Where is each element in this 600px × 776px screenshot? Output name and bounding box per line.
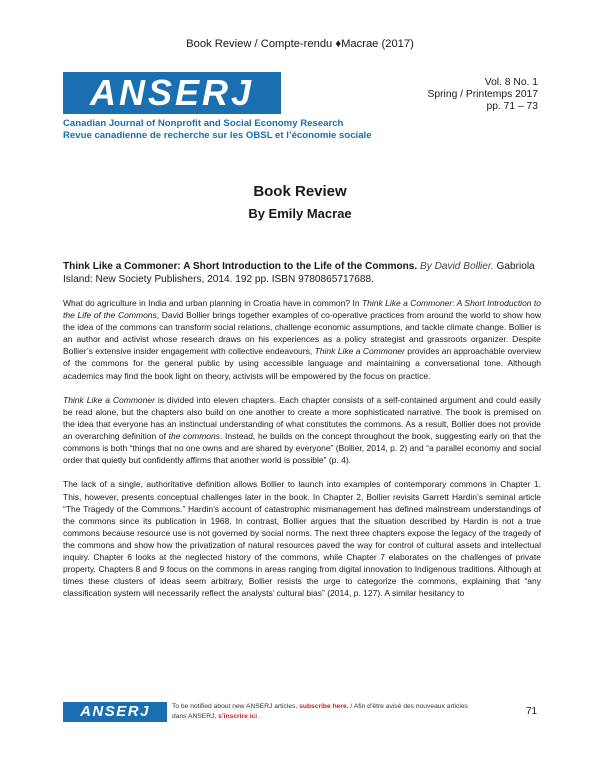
page-range: pp. 71 – 73 <box>486 101 538 112</box>
journal-name-english: Canadian Journal of Nonprofit and Social Economy Research <box>63 118 344 129</box>
paragraph: The lack of a single, authoritative definition allows Bollier to launch into examples of contemporary commons in Chapter 1. This, however, presents conceptual challenges later in the book. In Chapter 2, Bollier revisits Garrett Hardin’s seminal article “The Tragedy of the Commons.” Hardin’s account of catastrophic mismanagement has defined mainstream understandings of the commons since its publication in 1968. In contrast, Bollier argues that the situation described by Hardin is not a true commons because resource use is not governed by social norms. The next three chapters expose the legacy of the tragedy of the commons and show how the privatization of natural resources paved the way for control of cultural assets and intellectual inquiry. Chapter 6 looks at the neglected history of the commons, while Chapter 7 elaborates on the challenges of private property. Chapters 8 and 9 focus on the commons in areas ranging from digital innovation to Indigenous traditions. Although at times these clusters of ideas seem arbitrary, Bollier resists the urge to categorize the commons, explaining that “any classification system will necessarily reflect the analysts’ cultural bias” (2014, p. 127). A similar hesitancy to <box>63 479 541 599</box>
issue-info <box>428 77 538 113</box>
anserj-logo: ANSERJ <box>63 72 281 114</box>
subscribe-link[interactable]: subscribe here. <box>299 703 349 710</box>
footer-anserj-logo: ANSERJ <box>63 702 167 722</box>
book-publication: Gabriola Island: New Society Publishers, 2014. 192 pp. ISBN 9780865717688. <box>63 261 535 285</box>
book-author: By David Bollier. <box>420 261 494 272</box>
page-number: 71 <box>526 706 538 717</box>
paragraph: Think Like a Commoner is divided into eleven chapters. Each chapter consists of a self-contained argument and could easily be read alone, but the chapters also build on one another to create a more sophisticated narrative. The book is premised on the idea that everyone has an instinctual understanding of what constitutes the commons. As a result, Bollier does not provide an overarching definition of the commons. Instead, he builds on the concept throughout the book, suggesting early on that the commons is both “things that no one owns and are shared by everyone” (Bollier, 2014, p. 2) and “a parallel economy and social order that quietly but confidently affirms that another world is possible” (p. 4). <box>63 394 541 466</box>
review-body <box>63 297 541 611</box>
paragraph: What do agriculture in India and urban planning in Croatia have in common? In Think Like a Commoner: A Short Introduction to the Life of the Commons, David Bollier brings together examples of co-operative practices from around the world to show how the idea of the commons can transform social relations, challenge economic assumptions, and tackle climate change. Bollier is an author and activist whose research draws on his experiences as a policy strategist and grassroots organizer. Despite Bollier’s extensive insider engagement with collective endeavours, Think Like a Commoner provides an approachable overview of the commons for the general public by using accessible language and maintaining a conversational tone. Although academics may find the book light on theory, activists will be empowered by the focus on practice. <box>63 298 542 381</box>
footer-notice: To be notified about new ANSERJ articles, subscribe here. / Afin d’être avisé des nouveaux articles dans ANSERJ, s’inscrire ici . <box>172 703 468 720</box>
issue-season: Spring / Printemps 2017 <box>427 89 538 100</box>
review-title: Book Review <box>253 183 347 200</box>
book-title: Think Like a Commoner: A Short Introduction to the Life of the Commons. <box>63 261 418 272</box>
book-citation <box>63 260 541 286</box>
volume-number: Vol. 8 No. 1 <box>484 77 538 88</box>
inscrire-link[interactable]: s’inscrire ici <box>218 713 258 720</box>
running-head: Book Review / Compte-rendu ♦Macrae (2017) <box>186 38 414 50</box>
journal-name-french: Revue canadienne de recherche sur les OBSL et l’économie sociale <box>63 130 372 141</box>
review-author: By Emily Macrae <box>248 206 352 221</box>
